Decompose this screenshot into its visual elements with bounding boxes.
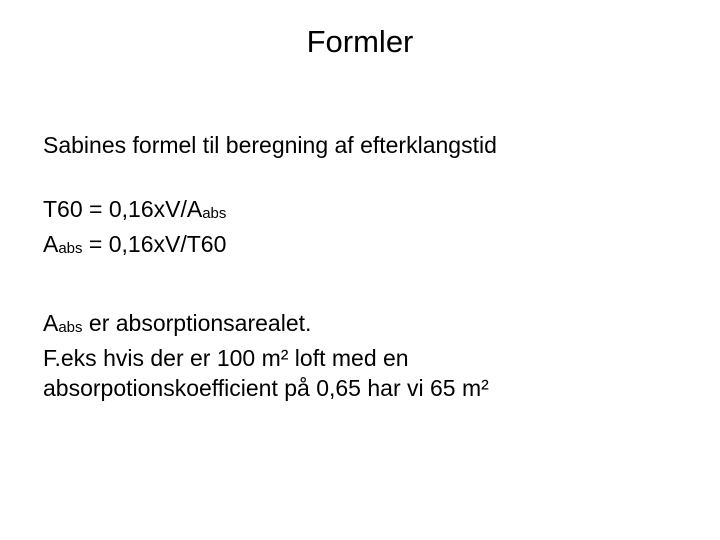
formula-t60-subscript: abs	[202, 205, 227, 222]
definition-rest: er absorptionsarealet.	[82, 310, 312, 336]
intro-text: Sabines formel til beregning af efterklangstid	[43, 132, 497, 158]
formula-aabs-symbol: A	[43, 231, 59, 257]
example-line-2: absorpotionskoefficient på 0,65 har vi 65 m²	[43, 375, 489, 401]
formula-aabs-subscript: abs	[58, 240, 83, 257]
slide-title: Formler	[306, 24, 414, 59]
definition-text	[43, 308, 703, 343]
definition-symbol: A	[43, 310, 59, 336]
definition-subscript: abs	[58, 319, 83, 336]
formula-aabs	[43, 229, 703, 264]
example-line-1: F.eks hvis der er 100 m² loft med en	[43, 345, 409, 371]
formula-t60-main: T60 = 0,16xV/A	[43, 196, 203, 222]
formula-t60	[43, 194, 703, 229]
formula-aabs-rhs: = 0,16xV/T60	[82, 231, 227, 257]
slide-body	[43, 130, 703, 403]
